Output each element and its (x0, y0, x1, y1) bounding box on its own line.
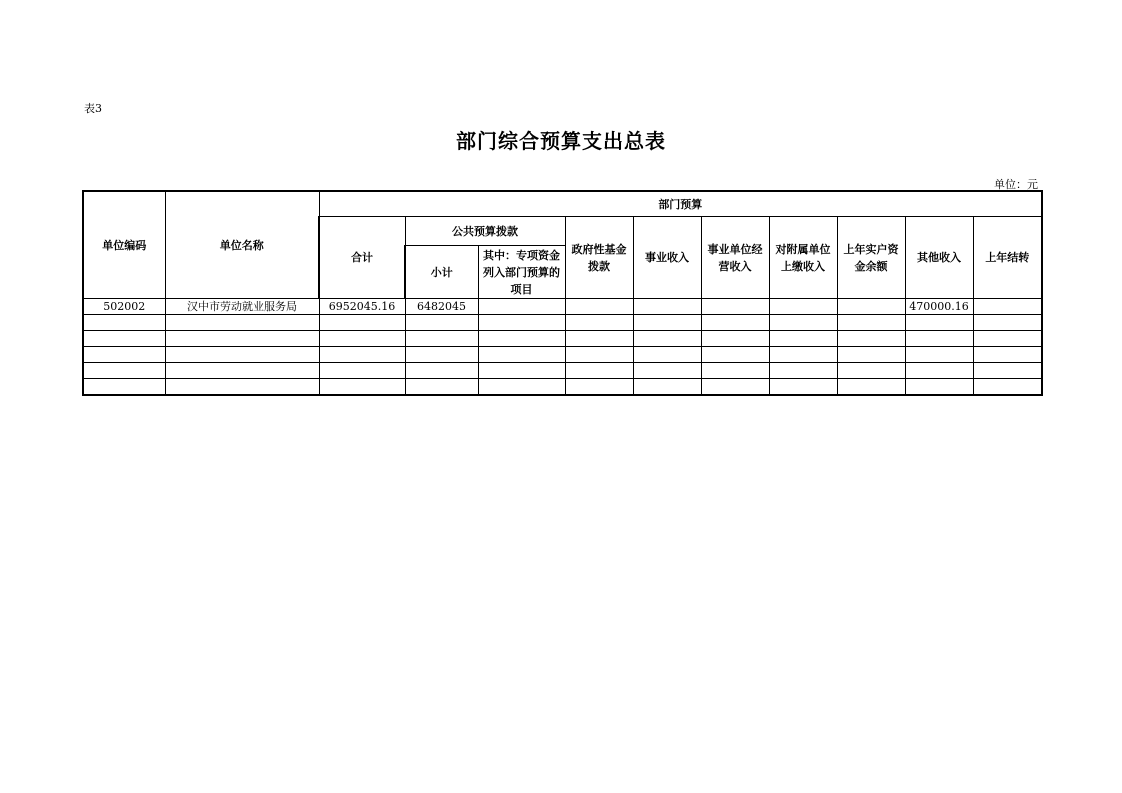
cell-other-income (905, 315, 973, 331)
cell-gov-fund (565, 315, 633, 331)
cell-subsidiary-income (769, 379, 837, 396)
header-total: 合计 (319, 217, 405, 299)
page-title: 部门综合预算支出总表 (456, 129, 666, 153)
cell-carry-over (973, 299, 1042, 315)
header-unit-name: 单位名称 (165, 191, 319, 299)
cell-special-funds (478, 299, 565, 315)
cell-operating-income (701, 379, 769, 396)
cell-subsidiary-income (769, 315, 837, 331)
cell-subsidiary-income (769, 299, 837, 315)
cell-operating-income (701, 299, 769, 315)
cell-gov-fund (565, 379, 633, 396)
cell-last-year-balance (837, 331, 905, 347)
cell-special-funds (478, 379, 565, 396)
cell-total (319, 347, 405, 363)
cell-unit-code (83, 363, 165, 379)
cell-other-income (905, 347, 973, 363)
cell-unit-name (165, 315, 319, 331)
cell-carry-over (973, 363, 1042, 379)
cell-carry-over (973, 315, 1042, 331)
cell-last-year-balance (837, 315, 905, 331)
cell-carry-over (973, 331, 1042, 347)
cell-special-funds (478, 315, 565, 331)
cell-unit-code (83, 347, 165, 363)
table-row (83, 379, 1042, 396)
cell-business-income (633, 299, 701, 315)
header-gov-fund: 政府性基金拨款 (565, 217, 633, 299)
cell-unit-code (83, 331, 165, 347)
header-last-year-balance: 上年实户资金余额 (837, 217, 905, 299)
cell-operating-income (701, 347, 769, 363)
header-public-budget: 公共预算拨款 (405, 217, 565, 246)
table-header (83, 191, 1042, 299)
cell-total (319, 379, 405, 396)
cell-gov-fund (565, 331, 633, 347)
cell-carry-over (973, 379, 1042, 396)
cell-special-funds (478, 347, 565, 363)
header-other-income: 其他收入 (905, 217, 973, 299)
cell-unit-code (83, 379, 165, 396)
cell-operating-income (701, 331, 769, 347)
cell-gov-fund (565, 347, 633, 363)
cell-carry-over (973, 347, 1042, 363)
cell-unit-name (165, 331, 319, 347)
table-row (83, 315, 1042, 331)
cell-business-income (633, 331, 701, 347)
header-dept-budget: 部门预算 (319, 191, 1042, 217)
table-number: 表3 (84, 102, 102, 115)
unit-label: 单位：元 (994, 178, 1038, 191)
cell-total (319, 331, 405, 347)
cell-subsidiary-income (769, 331, 837, 347)
header-special-funds: 其中：专项资金列入部门预算的项目 (478, 246, 565, 299)
cell-last-year-balance (837, 379, 905, 396)
cell-total (319, 315, 405, 331)
cell-subtotal: 6482045 (405, 299, 478, 315)
header-business-income: 事业收入 (633, 217, 701, 299)
cell-business-income (633, 347, 701, 363)
cell-total (319, 363, 405, 379)
cell-subtotal (405, 347, 478, 363)
cell-subtotal (405, 379, 478, 396)
cell-gov-fund (565, 363, 633, 379)
cell-subtotal (405, 315, 478, 331)
cell-unit-name: 汉中市劳动就业服务局 (165, 299, 319, 315)
header-carry-over: 上年结转 (973, 217, 1042, 299)
cell-special-funds (478, 363, 565, 379)
cell-subtotal (405, 363, 478, 379)
cell-total: 6952045.16 (319, 299, 405, 315)
header-subtotal: 小计 (405, 246, 478, 299)
cell-last-year-balance (837, 347, 905, 363)
table-row (83, 299, 1042, 315)
cell-unit-name (165, 363, 319, 379)
cell-unit-name (165, 379, 319, 396)
cell-business-income (633, 315, 701, 331)
cell-gov-fund (565, 299, 633, 315)
cell-other-income (905, 363, 973, 379)
cell-operating-income (701, 363, 769, 379)
cell-subsidiary-income (769, 363, 837, 379)
budget-table (82, 190, 1043, 396)
cell-operating-income (701, 315, 769, 331)
cell-last-year-balance (837, 299, 905, 315)
cell-subtotal (405, 331, 478, 347)
header-operating-income: 事业单位经营收入 (701, 217, 769, 299)
cell-business-income (633, 379, 701, 396)
table-body (83, 299, 1042, 396)
cell-last-year-balance (837, 363, 905, 379)
header-subsidiary-income: 对附属单位上缴收入 (769, 217, 837, 299)
cell-other-income (905, 331, 973, 347)
cell-business-income (633, 363, 701, 379)
cell-subsidiary-income (769, 347, 837, 363)
cell-unit-name (165, 347, 319, 363)
cell-other-income: 470000.16 (905, 299, 973, 315)
table-row (83, 331, 1042, 347)
cell-unit-code (83, 315, 165, 331)
header-unit-code: 单位编码 (83, 191, 165, 299)
cell-other-income (905, 379, 973, 396)
table-row (83, 347, 1042, 363)
cell-unit-code: 502002 (83, 299, 165, 315)
table-row (83, 363, 1042, 379)
cell-special-funds (478, 331, 565, 347)
